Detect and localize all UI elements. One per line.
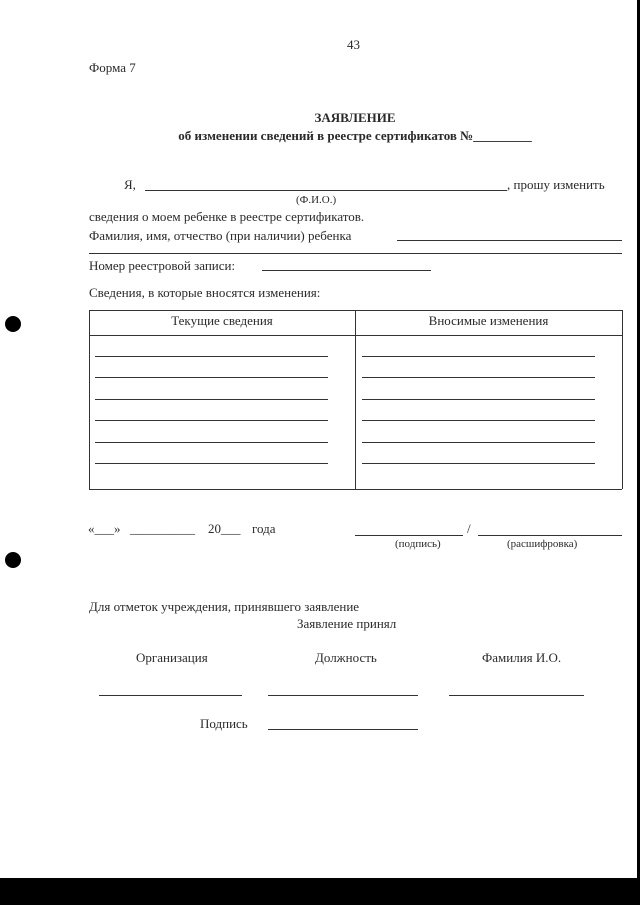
new-info-line[interactable]	[362, 442, 595, 443]
office-heading: Для отметок учреждения, принявшего заявление	[89, 599, 360, 614]
punch-hole-bottom	[5, 552, 21, 568]
office-signature-label: Подпись	[200, 716, 248, 731]
accepted-label: Заявление принял	[297, 616, 397, 631]
form-label: Форма 7	[89, 60, 136, 75]
punch-hole-top	[5, 316, 21, 332]
child-name-label: Фамилия, имя, отчество (при наличии) ребенка	[89, 228, 352, 243]
date-day[interactable]: «___»	[88, 521, 121, 536]
signature-line[interactable]	[355, 535, 463, 536]
new-info-line[interactable]	[362, 356, 595, 357]
new-info-line[interactable]	[362, 377, 595, 378]
new-info-line[interactable]	[362, 463, 595, 464]
date-month[interactable]: __________	[130, 521, 195, 536]
applicant-prefix: Я,	[124, 177, 136, 192]
current-info-line[interactable]	[95, 442, 328, 443]
signature-slash: /	[467, 521, 471, 536]
new-info-line[interactable]	[362, 420, 595, 421]
full-name-label: Фамилия И.О.	[482, 650, 562, 665]
applicant-name-line[interactable]	[145, 190, 507, 191]
current-info-line[interactable]	[95, 420, 328, 421]
document-title: ЗАЯВЛЕНИЕ	[314, 110, 396, 125]
page-number: 43	[347, 37, 360, 52]
changes-label: Сведения, в которые вносятся изменения:	[89, 285, 321, 300]
current-info-line[interactable]	[95, 377, 328, 378]
registry-number-line[interactable]	[262, 270, 431, 271]
fio-caption: (Ф.И.О.)	[296, 194, 337, 206]
position-line[interactable]	[268, 695, 418, 696]
table-header-new: Вносимые изменения	[428, 313, 549, 328]
current-info-line[interactable]	[95, 399, 328, 400]
position-label: Должность	[315, 650, 377, 665]
full-name-line[interactable]	[449, 695, 584, 696]
table-border-bottom	[89, 489, 622, 490]
office-signature-line[interactable]	[268, 729, 418, 730]
organization-label: Организация	[136, 650, 208, 665]
table-header-current: Текущие сведения	[171, 313, 273, 328]
child-name-line[interactable]	[397, 240, 622, 241]
table-border-left	[89, 310, 90, 489]
date-year-suffix: года	[252, 521, 276, 536]
new-info-line[interactable]	[362, 399, 595, 400]
signature-caption: (подпись)	[395, 538, 441, 550]
child-name-line-2[interactable]	[89, 253, 622, 254]
date-year[interactable]: 20___	[208, 521, 241, 536]
applicant-suffix: , прошу изменить	[507, 177, 605, 192]
registry-number-label: Номер реестровой записи:	[89, 258, 236, 273]
organization-line[interactable]	[99, 695, 242, 696]
scan-edge-bottom	[0, 878, 640, 905]
document-subtitle: об изменении сведений в реестре сертификатов №_________	[178, 128, 532, 143]
decode-caption: (расшифровка)	[507, 538, 578, 550]
applicant-line2: сведения о моем ребенке в реестре сертификатов.	[89, 209, 365, 224]
table-border-right	[622, 310, 623, 489]
signature-decode-line[interactable]	[478, 535, 622, 536]
current-info-line[interactable]	[95, 463, 328, 464]
table-column-divider	[355, 310, 356, 489]
current-info-line[interactable]	[95, 356, 328, 357]
